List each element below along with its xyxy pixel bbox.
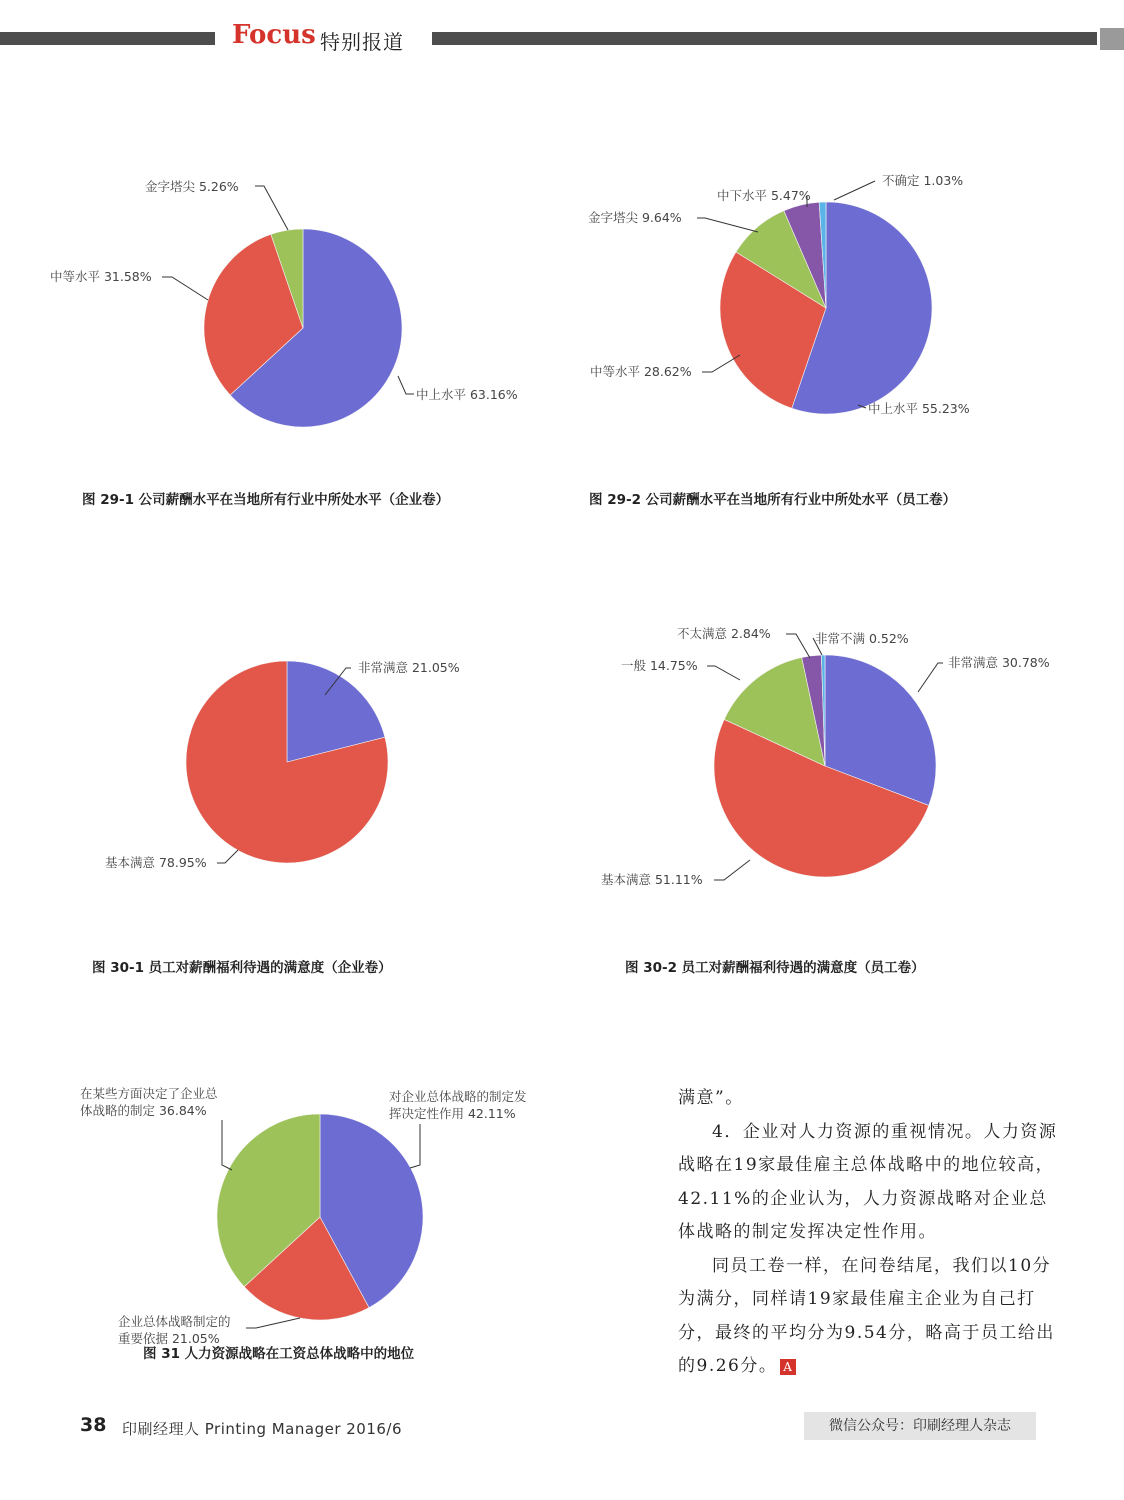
article-body xyxy=(678,1082,1058,1384)
paragraph-1: 满意”。 xyxy=(678,1088,744,1108)
pie-chart-2 xyxy=(588,173,970,416)
slice-label: 金字塔尖 9.64% xyxy=(588,210,682,225)
leader-line xyxy=(255,186,288,230)
leader-line xyxy=(217,850,238,863)
paragraph-3 xyxy=(678,1250,1058,1384)
page-footer xyxy=(0,1408,1124,1448)
chart-title-29-1: 图 29-1 公司薪酬水平在当地所有行业中所处水平（企业卷） xyxy=(82,492,450,508)
slice-label: 非常不满 0.52% xyxy=(815,631,909,646)
paragraph-2: 4．企业对人力资源的重视情况。人力资源战略在19家最佳雇主总体战略中的地位较高，42.11%的企业认为，人力资源战略对企业总体战略的制定发挥决定性作用。 xyxy=(678,1121,1058,1242)
pie-chart-3 xyxy=(105,660,460,870)
leader-line xyxy=(786,634,810,658)
slice-label: 非常满意 21.05% xyxy=(358,660,460,675)
slice-label: 中等水平 28.62% xyxy=(590,364,692,379)
slice-label: 不太满意 2.84% xyxy=(677,626,771,641)
leader-line xyxy=(398,376,414,394)
leader-line xyxy=(714,860,750,880)
focus-title: Focus xyxy=(232,20,316,50)
chart-title-31: 图 31 人力资源战略在工资总体战略中的地位 xyxy=(143,1346,415,1362)
leader-line xyxy=(162,277,208,300)
leader-line xyxy=(410,1124,420,1168)
pie-chart-4 xyxy=(601,626,1050,887)
leader-line xyxy=(246,1318,300,1328)
slice-label: 金字塔尖 5.26% xyxy=(145,179,239,194)
leader-line xyxy=(222,1120,232,1170)
slice-label: 非常满意 30.78% xyxy=(948,655,1050,670)
page-number: 38 xyxy=(80,1414,107,1436)
slice-label: 中上水平 55.23% xyxy=(868,401,970,416)
slice-label: 基本满意 51.11% xyxy=(601,872,703,887)
slice-label: 中等水平 31.58% xyxy=(50,269,152,284)
slice-label: 一般 14.75% xyxy=(621,658,698,673)
slice-label: 不确定 1.03% xyxy=(882,173,964,188)
leader-line xyxy=(707,666,740,680)
leader-line xyxy=(834,181,875,200)
leader-line xyxy=(697,218,758,232)
magazine-name: 印刷经理人 Printing Manager 2016/6 xyxy=(122,1420,403,1438)
slice-label: 企业总体战略制定的重要依据 21.05% xyxy=(118,1314,231,1346)
leader-line xyxy=(918,663,943,692)
chart-title-30-2: 图 30-2 员工对薪酬福利待遇的满意度（员工卷） xyxy=(625,960,925,976)
pie-chart-1 xyxy=(50,179,518,427)
pie-chart-5 xyxy=(80,1086,527,1346)
section-title: 特别报道 xyxy=(320,30,404,54)
slice-label: 在某些方面决定了企业总体战略的制定 36.84% xyxy=(80,1086,218,1118)
paragraph-3-text: 同员工卷一样，在问卷结尾，我们以10分为满分，同样请19家最佳雇主企业为自己打分，最终的平均分为9.54分，略高于员工给出的9.26分。 xyxy=(678,1255,1055,1376)
chart-title-29-2: 图 29-2 公司薪酬水平在当地所有行业中所处水平（员工卷） xyxy=(589,492,957,508)
slice-label: 对企业总体战略的制定发挥决定性作用 42.11% xyxy=(389,1089,527,1121)
end-mark-icon: A xyxy=(780,1359,796,1375)
slice-label: 中下水平 5.47% xyxy=(717,188,811,203)
wechat-account: 微信公众号：印刷经理人杂志 xyxy=(804,1412,1036,1440)
slice-label: 基本满意 78.95% xyxy=(105,855,207,870)
chart-title-30-1: 图 30-1 员工对薪酬福利待遇的满意度（企业卷） xyxy=(92,960,392,976)
slice-label: 中上水平 63.16% xyxy=(416,387,518,402)
